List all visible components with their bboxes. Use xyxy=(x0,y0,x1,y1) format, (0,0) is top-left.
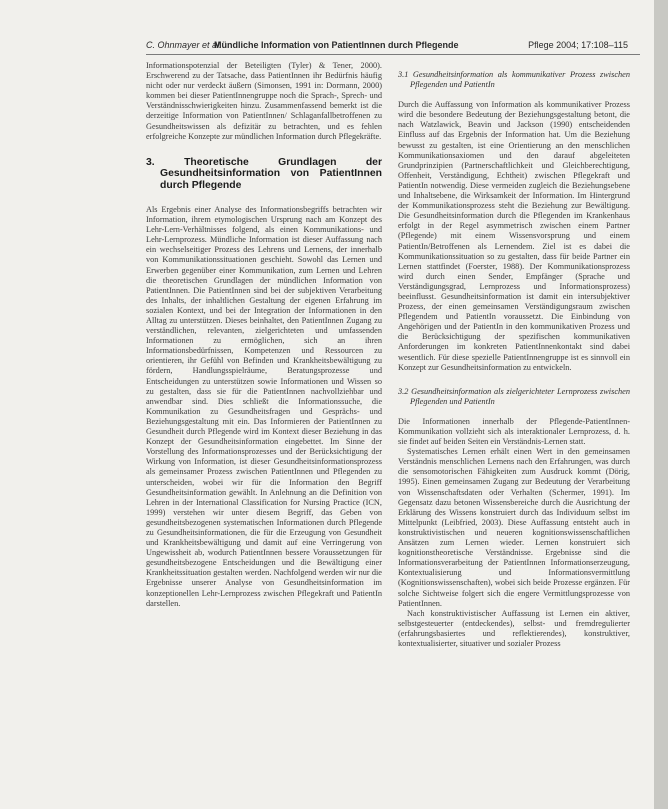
section-paragraph: Als Ergebnis einer Analyse des Informationsbegriffs betrachten wir Information, ihrem etymologischen Ursprung nach am Konzept des Lehr-Lern-Verhältnisses folgend, als einen Kommunikations- und Lehr-Lernprozess. Mündliche Information ist dieser Auffassung nach ein wechselseitiger Prozess des Lehrens und Lernens, der innerhalb von Kommunikationssituationen geschieht. Sowohl das Lernen und Erwerben gegenüber einer Kommunikation, zum Lernen und Lehren die theoretischen Grundlagen der mündlichen Information von PatientInnen. Die PatientInnen sind bei der subjektiven Verarbeitung des Inhalts, der inhaltlichen Gestaltung der eigenen Erfahrung im sozialen Kontext, und bei der Integration der Informationen in den Alltag zu unterstützen. Dieses beinhaltet, den PatientInnen Zugang zu verständlichen, relevanten, zielgerichteten und umfassenden Informationen zu ermöglichen, sich an ihren Informationsbedürfnissen, Kompetenzen und Ressourcen zu orientieren, ihr Gefühl von Befinden und Krankheitsbewältigung zu fördern, Handlungsspielräume, Beratungsprozesse und Entscheidungen zu unterstützen sowie Informationen und Wissen so zu gestalten, dass sie für die PatientInnen nachvollziehbar und anwendbar sind. Dies schließt die Informationssuche, die Kommunikation zu Gesundheitsfragen und Gesprächs- und Beziehungsgestaltung mit ein. Das Informieren der PatientInnen zu Gesundheit durch Pflegende wird im Kontext dieser Beziehung in das Konzept der Gesundheitsinformation eingebettet. Im Sinne der Vorstellung des Informationsprozesses und der Berücksichtigung der Wirkung von Information, ist dieser Gesundheitsinformationsprozess als gemeinsamer Prozess zwischen PatientInnen und Pflegenden zu unterscheiden, wobei wir für die Information den Begriff Gesundheitsinformation gewählt. In Anlehnung an die Definition von Lehren in der International Classification for Nursing Practice (ICN, 1999) verstehen wir unter diesem Begriff, das Geben von gesundheitsbezogenen systematischen Informationen durch Pflegende zu Gesundheitsinformationen, die für die Erzeugung von Gesundheit und Krankheitsbewältigung und damit auf eine Verringerung von Ungewissheit ab, wodurch PatientInnen bessere Voraussetzungen für gesundheitsbezogene Entscheidungen und die Bewältigung einer Krankheitssituation gestalten werden. Nachfolgend werden wir nur die Ergebnisse unserer Analyse von Gesundheitsinformation im konzeptionellen Lehr-Lernprozess zwischen Pflegekraft und PatientIn darstellen. xyxy=(146,204,382,608)
running-header xyxy=(146,40,638,54)
right-column xyxy=(398,70,630,649)
subsection-2-paragraph-2: Systematisches Lernen erhält einen Wert in den gemeinsamen Verständnis menschlichen Lernens nach den Erfahrungen, was durch die sensomotorischen Fähigkeiten zum Ausdruck kommt (Dörig, 1995). Einen gemeinsamen Zugang zur Bedeutung der Verarbeitung von Wissenschaftsdaten oder Verhalten (Schermer, 1991). Im Gegensatz dazu betonen Wissensbereiche durch die Ausrichtung der Erklärung des Wissens konstruiert durch das Individuum selbst im Mittelpunkt (Leibfried, 2003). Diese Auffassung entsteht auch in konstruktivistischen und neueren kognitionswissenschaftlichen Ansätzen zum Lernen wieder. Lernen konstruiert sich kognitionstheoretische Verständnisse. Ergebnisse sind die Informationsverarbeitung der PatientInnen Informationserzeugung, Kontextualisierung und Informationsvermittlung (Kognitionswissenschaften), wobei sich beide Prozesse ergänzen. Für solche Sichtweise folgert sich die engere Vermittlungsprozesse von PatientInnen. xyxy=(398,447,630,608)
left-column xyxy=(146,61,382,609)
subsection-2-heading: 3.2 Gesundheitsinformation als zielgerichteter Lernprozess zwischen Pflegenden und PatientIn xyxy=(398,386,630,406)
subsection-2-paragraph-3: Nach konstruktivistischer Auffassung ist Lernen ein aktiver, selbstgesteuerter (entdeckendes), selbst- und fremdregulierter (erfahrungsbasiertes und reflektierendes), konstruktiver, kontextualisierter, situativer und sozialer Prozess xyxy=(398,608,630,648)
subsection-1-paragraph: Durch die Auffassung von Information als kommunikativer Prozess wird die besondere Bedeutung der Beziehungsgestaltung betont, die nach Watzlawick, Beavin und Jackson (1990) entscheidenden Einfluss auf das Ergebnis der Information hat. Um die Beziehung bewusst zu gestalten, ist eine Orientierung an den menschlichen Kommunikationsaxiomen und den darauf abgeleiteten Grundprinzipien (Partnerschaftlichkeit und Gleichberechtigung, Offenheit, Verständigung, Echtheit) zwischen Pflegekraft und PatientIn notwendig. Diese vermeiden zugleich die Beziehungsebene und Inhaltsebene, die Wirksamkeit der Information. Im Hintergrund der Kommunikationsprozess steht die Beziehung zur Bewältigung. Die Gesundheitsinformation durch die Pflegenden im Krankenhaus erfolgt in der Regel asymmetrisch zwischen einem Partner (Pflegende) mit einem Wissensvorsprung und einem PatientIn/Betroffenen als Lernendem. Ziel ist es dabei die Kommunikationssituation so zu gestalten, dass für beide Partner ein Lernen stattfindet (Foerster, 1988). Der Kommunikationsprozess wird durch einen Sender, Empfänger (Sprache und Verständigungsgrad, Lernprozess und Informationsprozess) beeinflusst. Gesundheitsinformation ist damit ein intersubjektiver Prozess, der einen gemeinsamen Verständigungsraum zwischen Pflegendem und PatientIn voraussetzt. Die Einbindung von Angehörigen und der PatientIn in den kommunikativen Prozess und die Berücksichtigung der spezifischen kommunikativen Anforderungen im konkreten PatientInnenkontakt sind dabei wesentlich. Für diese spezielle PatientInnengruppe ist es sinnvoll ein Konzept zur Gesundheitsinformation zu entwickeln. xyxy=(398,100,630,372)
header-rule xyxy=(146,54,640,55)
scan-margin xyxy=(654,0,668,809)
subsection-2-paragraph-1: Die Informationen innerhalb der Pflegende-PatientInnen-Kommunikation vollzieht sich als interaktionaler Lernprozess, d. h. sie findet auf beiden Seiten ein Verständnis-Lernen statt. xyxy=(398,416,630,447)
intro-paragraph: Informationspotenzial der Beteiligten (Tyler) & Tener, 2000). Erschwerend zu der Tatsache, dass PatientInnen ihr Bedürfnis häufig nicht oder nur verdeckt äußern (Simonsen, 1991 in: Dormann, 2000) kommen bei dieser PatientInnengruppe noch die Sprach-, Sprech- und Verständnisschwierigkeiten hinzu. Zusammenfassend bemerkt ist die derzeitige Information von PatientInnen/ Schlaganfallbetroffenen zu Gesundheitswissen als defizitär zu betrachten, und es fehlen erfolgreiche Konzepte zur mündlichen Information durch Pflegekräfte. xyxy=(146,61,382,141)
section-number: 3. xyxy=(146,156,155,168)
section-title: Theoretische Grundlagen der Gesundheitsinformation von PatientInnen durch Pflegende xyxy=(160,156,383,191)
header-title: Mündliche Information von PatientInnen durch Pflegende xyxy=(214,40,459,50)
header-authors: C. Ohnmayer et al. xyxy=(146,40,222,50)
header-journal: Pflege 2004; 17:108–115 xyxy=(528,40,628,50)
section-heading xyxy=(146,157,382,191)
subsection-1-heading: 3.1 Gesundheitsinformation als kommunikativer Prozess zwischen Pflegenden und PatientIn xyxy=(398,70,630,90)
